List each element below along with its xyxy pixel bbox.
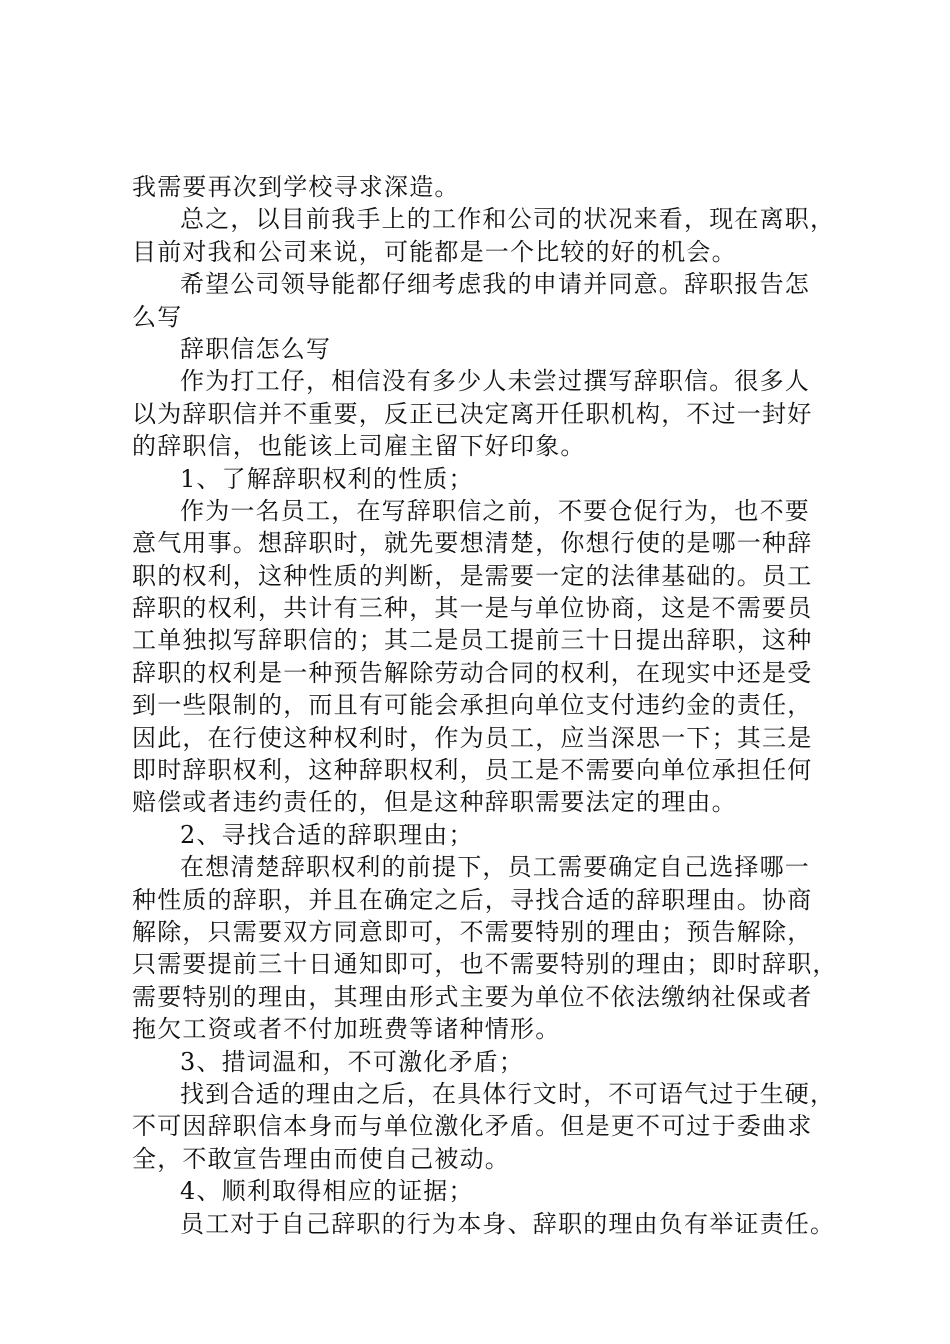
text-line: 需要特别的理由，其理由形式主要为单位不依法缴纳社保或者: [132, 982, 813, 1011]
text-line: 只需要提前三十日通知即可，也不需要特别的理由；即时辞职，: [132, 950, 838, 979]
text-line: 员工对于自己辞职的行为本身、辞职的理由负有举证责任。: [180, 1209, 836, 1238]
text-line: 以为辞职信并不重要，反正已决定离开任职机构，不过一封好: [132, 399, 813, 428]
text-line: 因此，在行使这种权利时，作为员工，应当深思一下；其三是: [132, 723, 813, 752]
text-line: 辞职信怎么写: [180, 334, 332, 363]
text-line: 4、顺利取得相应的证据；: [180, 1177, 474, 1206]
text-line: 拖欠工资或者不付加班费等诸种情形。: [132, 1015, 561, 1044]
text-line: 全，不敢宣告理由而使自己被动。: [132, 1144, 510, 1173]
text-line: 辞职的权利是一种预告解除劳动合同的权利，在现实中还是受: [132, 658, 813, 687]
document-body: [132, 171, 852, 1240]
text-line: 不可因辞职信本身而与单位激化矛盾。但是更不可过于委曲求: [132, 1112, 813, 1141]
text-line: 工单独拟写辞职信的；其二是员工提前三十日提出辞职，这种: [132, 626, 813, 655]
text-line: 意气用事。想辞职时，就先要想清楚，你想行使的是哪一种辞: [132, 529, 813, 558]
text-line: 总之，以目前我手上的工作和公司的状况来看，现在离职，: [180, 205, 836, 234]
text-line: 2、寻找合适的辞职理由；: [180, 820, 474, 849]
text-line: 希望公司领导能都仔细考虑我的申请并同意。辞职报告怎: [180, 270, 810, 299]
text-line: 辞职的权利，共计有三种，其一是与单位协商，这是不需要员: [132, 594, 813, 623]
text-line: 在想清楚辞职权利的前提下，员工需要确定自己选择哪一: [180, 853, 810, 882]
text-line: 解除，只需要双方同意即可，不需要特别的理由；预告解除，: [132, 917, 813, 946]
text-line: 作为打工仔，相信没有多少人未尝过撰写辞职信。很多人: [180, 367, 810, 396]
text-line: 3、措词温和，不可激化矛盾；: [180, 1047, 525, 1076]
text-line: 职的权利，这种性质的判断，是需要一定的法律基础的。员工: [132, 561, 813, 590]
text-line: 作为一名员工，在写辞职信之前，不要仓促行为，也不要: [180, 496, 810, 525]
text-line: 赔偿或者违约责任的，但是这种辞职需要法定的理由。: [132, 788, 737, 817]
text-line: 我需要再次到学校寻求深造。: [132, 173, 460, 201]
text-line: 的辞职信，也能该上司雇主留下好印象。: [132, 432, 586, 461]
text-line: 即时辞职权利，这种辞职权利，员工是不需要向单位承担任何: [132, 756, 813, 785]
text-line: 到一些限制的，而且有可能会承担向单位支付违约金的责任，: [132, 691, 813, 720]
text-line: 种性质的辞职，并且在确定之后，寻找合适的辞职理由。协商: [132, 885, 813, 914]
text-line: 找到合适的理由之后，在具体行文时，不可语气过于生硬，: [180, 1079, 836, 1108]
text-line: 1、了解辞职权利的性质；: [180, 464, 474, 493]
text-line: 目前对我和公司来说，可能都是一个比较的好的机会。: [132, 237, 737, 266]
text-line: 么写: [132, 302, 183, 331]
